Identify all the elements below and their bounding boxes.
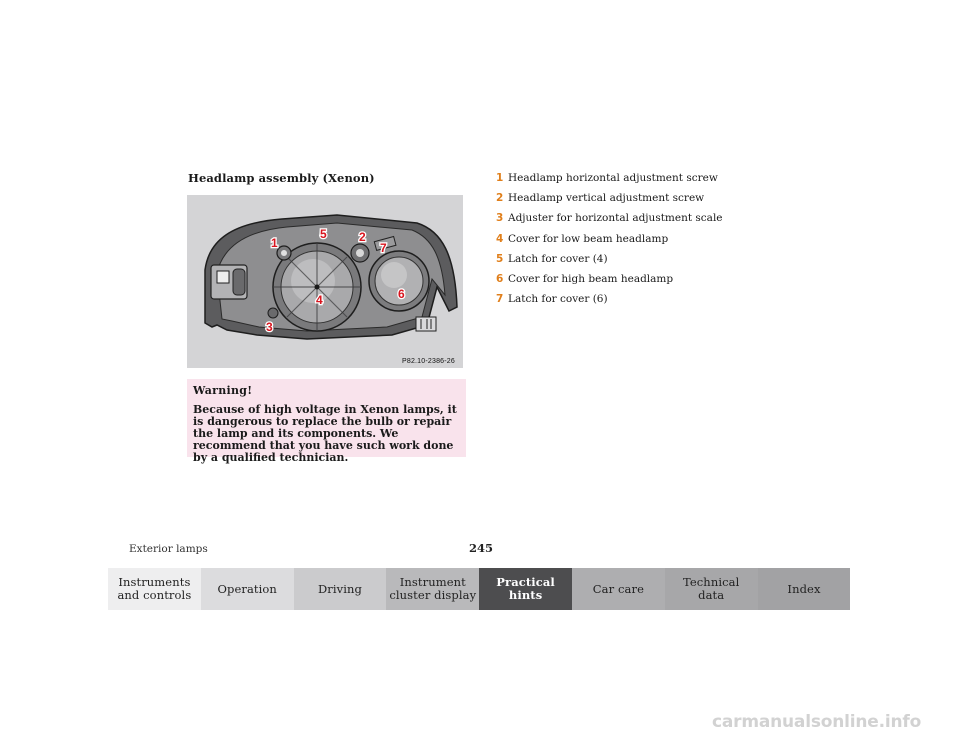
callout-1: 1	[271, 236, 278, 250]
legend-number: 6	[496, 272, 504, 285]
chapter-tab-bar	[108, 568, 851, 610]
legend-text: Cover for high beam headlamp	[508, 272, 674, 285]
legend-text: Latch for cover (6)	[508, 293, 608, 306]
callout-legend	[496, 172, 723, 313]
legend-item	[496, 273, 723, 293]
tab-instrument-cluster-display[interactable]: Instrument cluster display	[386, 568, 479, 610]
warning-title: Warning!	[193, 384, 253, 397]
legend-item	[496, 233, 723, 253]
legend-item	[496, 172, 723, 192]
tab-operation[interactable]: Operation	[201, 568, 294, 610]
warning-box	[187, 379, 466, 464]
legend-text: Latch for cover (4)	[508, 252, 608, 265]
callout-4: 4	[316, 293, 323, 307]
legend-item	[496, 253, 723, 273]
legend-number: 7	[496, 293, 504, 306]
legend-number: 5	[496, 252, 504, 265]
legend-item	[496, 212, 723, 232]
legend-text: Headlamp vertical adjustment screw	[508, 192, 705, 205]
legend-text: Adjuster for horizontal adjustment scale	[508, 212, 723, 225]
running-head: Exterior lamps	[129, 543, 208, 555]
legend-item	[496, 293, 723, 313]
legend-text: Headlamp horizontal adjustment screw	[508, 172, 718, 184]
callout-5: 5	[320, 227, 327, 241]
figure-code: P82.10-2386-26	[401, 358, 455, 365]
tab-driving[interactable]: Driving	[294, 568, 387, 610]
tab-practical-hints[interactable]: Practical hints	[479, 568, 572, 610]
legend-item	[496, 192, 723, 212]
callout-6: 6	[398, 287, 405, 301]
callout-3: 3	[266, 320, 273, 334]
callout-2: 2	[359, 230, 366, 244]
callout-7: 7	[380, 241, 387, 255]
headlamp-figure	[187, 195, 463, 368]
section-title: Headlamp assembly (Xenon)	[188, 171, 375, 185]
legend-number: 4	[496, 232, 504, 245]
legend-number: 3	[496, 212, 504, 225]
tab-instruments-and-controls[interactable]: Instruments and controls	[108, 568, 201, 610]
legend-number: 2	[496, 192, 504, 205]
watermark: carmanualsonline.info	[712, 712, 922, 732]
legend-text: Cover for low beam headlamp	[508, 232, 669, 245]
tab-car-care[interactable]: Car care	[572, 568, 665, 610]
legend-number: 1	[496, 172, 504, 184]
warning-text: Because of high voltage in Xenon lamps, it is dangerous to replace the bulb or repair the lamp and its components. We recommend that you have such work done by a qualified technician.	[193, 403, 457, 464]
tab-technical-data[interactable]: Technical data	[665, 568, 758, 610]
tab-index[interactable]: Index	[758, 568, 851, 610]
headlamp-illustration	[187, 195, 463, 368]
page-number: 245	[469, 541, 494, 555]
